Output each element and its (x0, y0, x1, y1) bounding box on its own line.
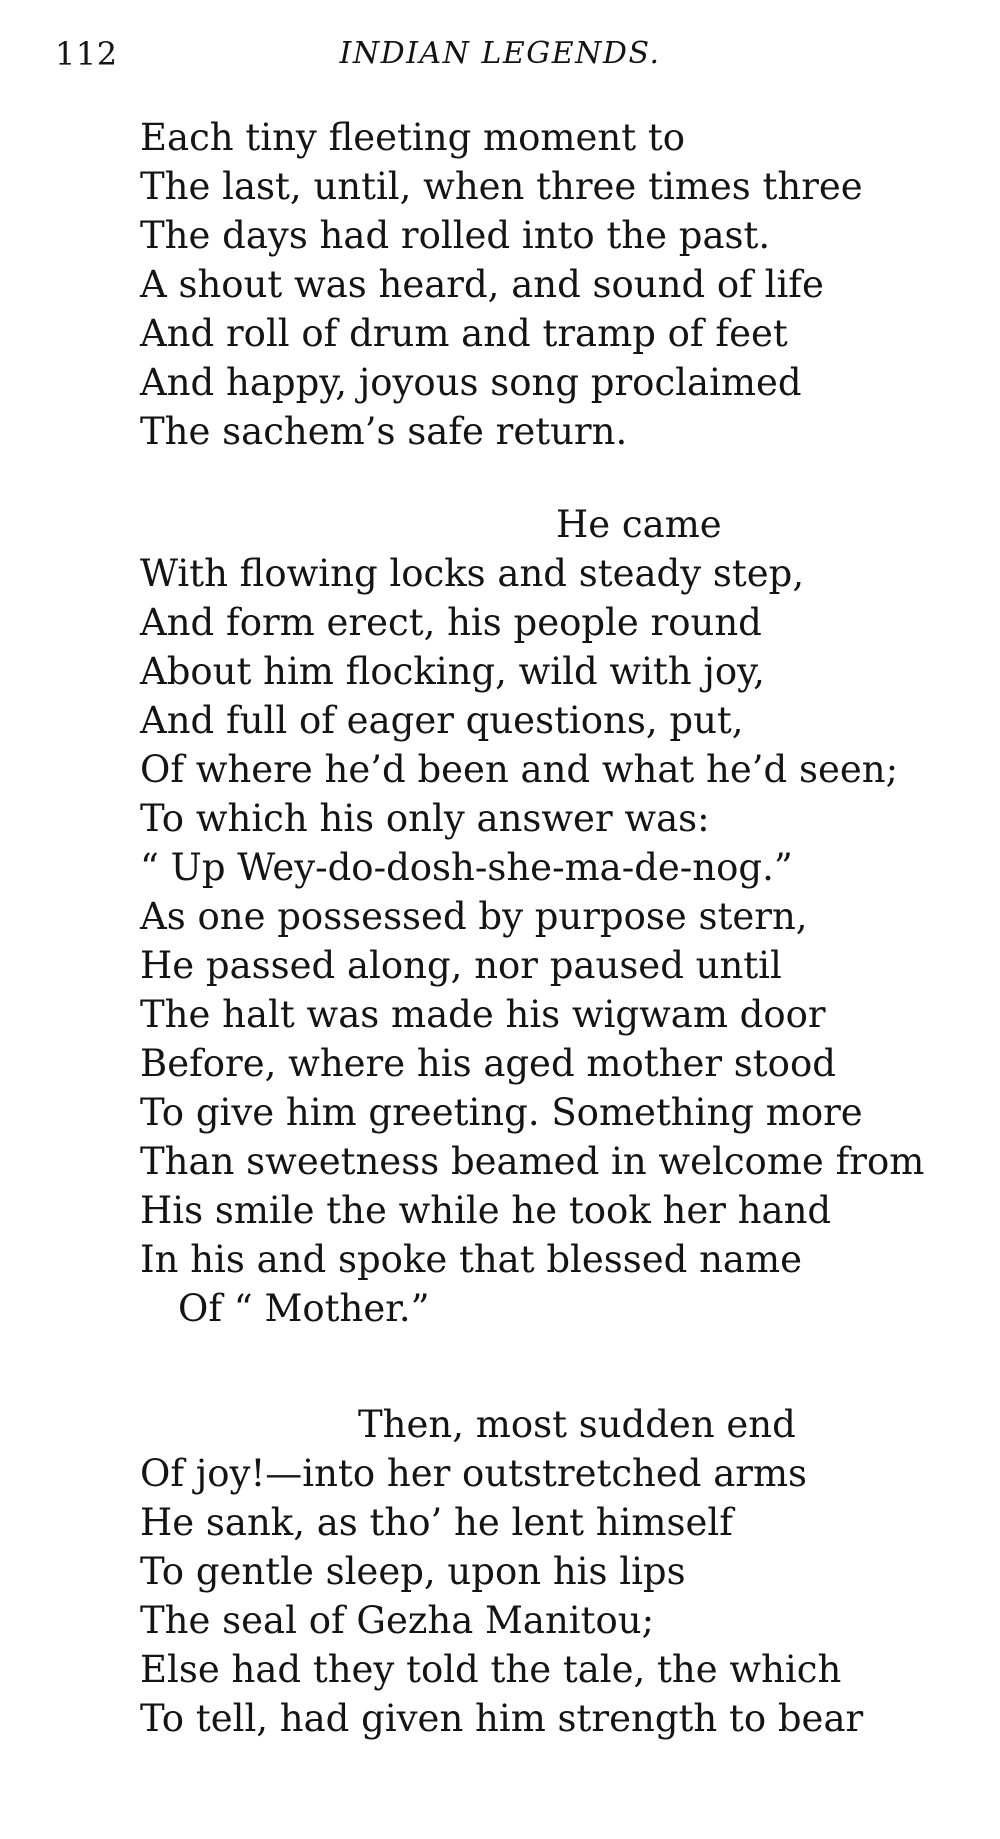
poem-line: Than sweetness beamed in welcome from (140, 1140, 925, 1183)
poem-line: He came (556, 503, 722, 546)
poem-line: To which his only answer was: (140, 797, 710, 840)
poem-line: His smile the while he took her hand (140, 1189, 832, 1232)
poem-line: The last, until, when three times three (140, 165, 863, 208)
poem-line: Each tiny fleeting moment to (140, 116, 685, 159)
poem-line: With flowing locks and steady step, (140, 552, 805, 595)
poem-line: Of joy!—into her outstretched arms (140, 1452, 808, 1495)
poem-line: And roll of drum and tramp of feet (140, 312, 788, 355)
poem-line: “ Up Wey-do-dosh-she-ma-de-nog.” (140, 846, 793, 889)
poem-line: The halt was made his wigwam door (140, 993, 826, 1036)
poem-line: And form erect, his people round (140, 601, 762, 644)
running-title: INDIAN LEGENDS. (339, 36, 661, 71)
poem-line: Before, where his aged mother stood (140, 1042, 836, 1085)
poem-line: The days had rolled into the past. (140, 214, 771, 257)
poem-line: And happy, joyous song proclaimed (140, 361, 802, 404)
poem-line: The seal of Gezha Manitou; (140, 1599, 655, 1642)
poem-line: Of “ Mother.” (178, 1287, 430, 1330)
poem-line: To give him greeting. Something more (140, 1091, 863, 1134)
poem-line: Then, most sudden end (358, 1403, 796, 1446)
poem-line: About him flocking, wild with joy, (140, 650, 765, 693)
poem-line: Else had they told the tale, the which (140, 1648, 842, 1691)
poem-line: He sank, as tho’ he lent himself (140, 1501, 733, 1544)
poem-line: In his and spoke that blessed name (140, 1238, 802, 1281)
poem-line: A shout was heard, and sound of life (140, 263, 824, 306)
poem-line: Of where he’d been and what he’d seen; (140, 748, 899, 791)
poem-line: He passed along, nor paused until (140, 944, 782, 987)
poem-line: The sachem’s safe return. (140, 410, 628, 453)
poem-line: To gentle sleep, upon his lips (140, 1550, 686, 1593)
page-number: 112 (55, 35, 118, 73)
poem-line: And full of eager questions, put, (140, 699, 744, 742)
poem-line: To tell, had given him strength to bear (140, 1697, 864, 1740)
poem-line: As one possessed by purpose stern, (140, 895, 808, 938)
